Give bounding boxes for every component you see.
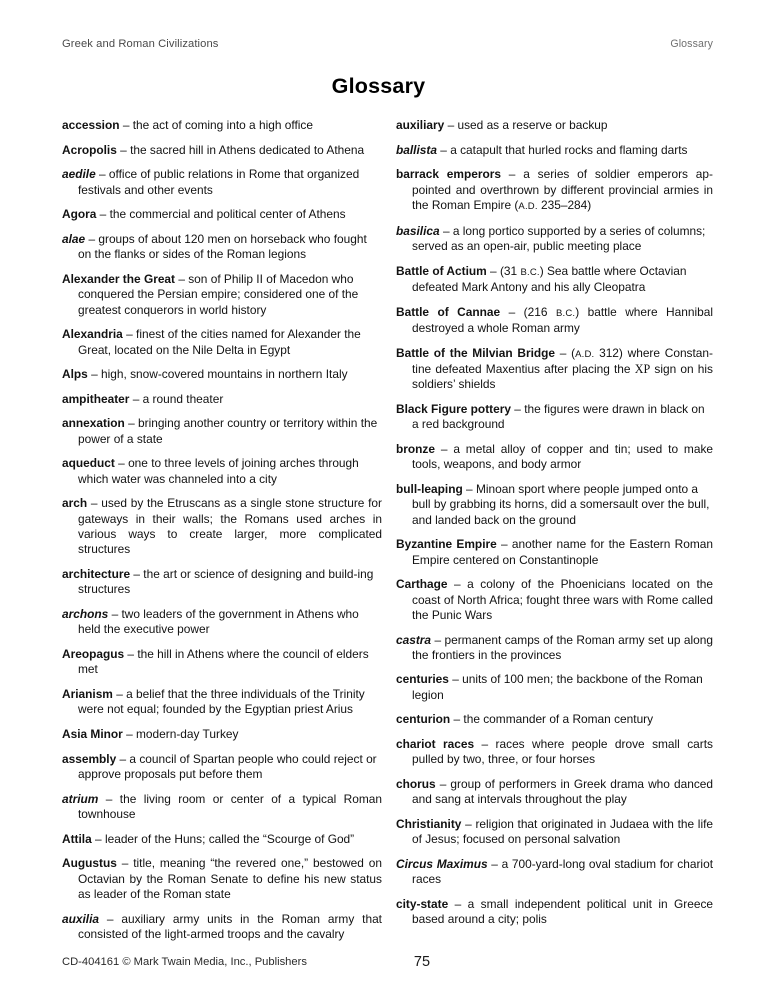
glossary-term: auxiliary	[396, 118, 448, 132]
glossary-term: Areopagus	[62, 647, 128, 662]
glossary-entry	[62, 607, 382, 638]
footer-page-number: 75	[413, 954, 431, 970]
glossary-definition: – units of 100 men; the backbone of the Roman legion	[412, 672, 703, 702]
glossary-entry	[396, 305, 713, 337]
glossary-definition: – permanent camps of the Roman army set up along the frontiers in the provinces	[412, 632, 713, 662]
chi-rho-symbol: XP	[634, 361, 651, 376]
glossary-entry	[396, 167, 713, 214]
glossary-term: architecture	[62, 567, 134, 582]
glossary-definition: – a metal alloy of copper and tin; used to make tools, weapons, and body armor	[412, 441, 713, 472]
glossary-term: Augustus	[62, 856, 122, 871]
glossary-term: archons	[62, 607, 112, 622]
glossary-term: assembly	[62, 751, 120, 766]
glossary-definition: – the art or science of designing and build-ing structures	[78, 567, 374, 597]
glossary-term: ampitheater	[62, 391, 133, 406]
glossary-definition: – one to three levels of joining arches through which water was channeled into a city	[78, 456, 359, 486]
glossary-definition: – a small independent political unit in Greece based around a city; polis	[412, 897, 713, 927]
glossary-entry	[62, 232, 382, 263]
glossary-term: Alexander the Great	[62, 271, 179, 286]
glossary-term: Battle of the Milvian Bridge	[396, 345, 560, 360]
glossary-definition: – the figures were drawn in black on a red background	[412, 401, 705, 432]
glossary-entry	[62, 167, 382, 198]
glossary-entry	[396, 777, 713, 808]
glossary-term: aqueduct	[62, 456, 119, 471]
era-abbreviation: A.D.	[575, 348, 595, 360]
glossary-definition: – two leaders of the government in Athens who held the executive power	[78, 607, 359, 637]
glossary-entry	[62, 367, 382, 382]
era-abbreviation: B.C.	[555, 307, 576, 319]
glossary-term: Agora	[62, 207, 100, 222]
glossary-entry	[396, 817, 713, 848]
glossary-entry	[62, 118, 382, 133]
glossary-entry	[396, 442, 713, 473]
page-title: Glossary	[331, 74, 426, 98]
glossary-entry	[396, 264, 713, 296]
glossary-term: Acropolis	[62, 142, 121, 157]
glossary-entry	[62, 752, 382, 783]
glossary-entry	[62, 832, 382, 847]
glossary-definition: – a long portico supported by a series of columns; served as an open-air, public meeting place	[412, 223, 706, 253]
glossary-definition: – the commander of a Roman century	[453, 712, 654, 727]
glossary-entry	[396, 712, 713, 727]
running-head	[62, 38, 713, 52]
glossary-entry	[62, 207, 382, 222]
glossary-term: Carthage	[396, 577, 455, 592]
glossary-entry	[396, 857, 713, 888]
glossary-term: aedile	[62, 167, 100, 182]
glossary-term: annexation	[62, 416, 129, 431]
glossary-term: Alps	[62, 367, 92, 382]
glossary-entry	[62, 727, 382, 742]
glossary-term: ballista	[396, 142, 441, 157]
glossary-column-left	[62, 118, 382, 952]
glossary-definition: – auxiliary army units in the Roman army that consisted of the light-armed troops and the cavalry	[78, 911, 382, 941]
glossary-definition: – bringing another country or territory within the power of a state	[78, 416, 378, 446]
glossary-definition: – used as a reserve or backup	[447, 118, 608, 132]
running-head-book-title: Greek and Roman Civilizations	[62, 38, 219, 50]
footer-credit: CD-404161 © Mark Twain Media, Inc., Publishers	[62, 956, 307, 968]
glossary-term: bronze	[396, 441, 441, 456]
glossary-entry	[396, 224, 713, 255]
glossary-term: centuries	[396, 672, 453, 687]
glossary-definition: – religion that originated in Judaea with the life of Jesus; focused on personal salvation	[412, 817, 714, 847]
glossary-entry	[396, 897, 713, 928]
glossary-entry	[62, 567, 382, 598]
glossary-entry	[62, 143, 382, 158]
glossary-entry	[62, 392, 382, 407]
glossary-term: basilica	[396, 223, 443, 238]
glossary-term: centurion	[396, 712, 454, 727]
glossary-entry	[396, 346, 713, 393]
era-abbreviation: B.C.	[520, 266, 540, 278]
glossary-definition: – a catapult that hurled rocks and flaming darts	[440, 142, 688, 157]
glossary-term: chariot races	[396, 737, 482, 752]
glossary-definition: – (216 B.C.) battle where Hannibal destroyed a whole Roman army	[412, 304, 713, 335]
glossary-entry	[396, 672, 713, 703]
glossary-entry	[396, 143, 713, 158]
glossary-definition: – the living room or center of a typical Roman townhouse	[78, 791, 382, 822]
glossary-entry	[62, 272, 382, 318]
glossary-entry	[62, 912, 382, 943]
glossary-term: chorus	[396, 777, 440, 792]
glossary-term: atrium	[62, 791, 106, 806]
glossary-entry	[396, 577, 713, 623]
glossary-entry	[62, 496, 382, 557]
glossary-definition: – (A.D. 312) where Constan-tine defeated Maxentius after placing the XP sign on his soldiers’ shields	[412, 345, 713, 392]
glossary-term: barrack emperors	[396, 167, 509, 182]
glossary-definition: – office of public relations in Rome that organized festivals and other events	[78, 167, 360, 197]
running-head-section: Glossary	[670, 38, 713, 50]
glossary-definition: – the hill in Athens where the council of elders met	[78, 647, 369, 677]
glossary-definition: – the sacred hill in Athens dedicated to Athena	[120, 142, 365, 157]
era-abbreviation: A.D.	[518, 200, 538, 212]
glossary-definition: – another name for the Eastern Roman Empire centered on Constantinople	[412, 537, 713, 567]
glossary-definition: – a round theater	[132, 391, 224, 406]
glossary-term: Alexandria	[62, 327, 127, 342]
glossary-entry	[62, 856, 382, 902]
glossary-term: Circus Maximus	[396, 857, 492, 872]
glossary-definition: – leader of the Huns; called the “Scourge of God”	[95, 831, 355, 846]
glossary-definition: – the act of coming into a high office	[122, 118, 313, 132]
glossary-entry	[396, 633, 713, 664]
glossary-definition: – a belief that the three individuals of the Trinity were not equal; founded by the Egyptian priest Arius	[78, 687, 365, 717]
glossary-definition: – groups of about 120 men on horseback who fought on the flanks or sides of the Roman legions	[78, 231, 367, 262]
glossary-definition: – used by the Etruscans as a single stone structure for gateways in their walls; the Romans used arches in various ways to create larger, more complicated structures	[78, 496, 382, 557]
glossary-definition: – son of Philip II of Macedon who conquered the Persian empire; considered one of the greatest conquerors in world history	[78, 271, 359, 317]
glossary-term: city-state	[396, 897, 455, 912]
glossary-definition: – Minoan sport where people jumped onto a bull by grabbing its horns, did a somersault over the bull, and landed back on the ground	[412, 481, 710, 527]
glossary-entry	[396, 737, 713, 768]
glossary-term: Asia Minor	[62, 727, 127, 742]
glossary-term: arch	[62, 496, 91, 511]
glossary-definition: – a series of soldier emperors ap-pointed and overthrown by different provincial armies in the Roman Empire (A.D. 235–284)	[412, 167, 713, 212]
glossary-entry	[62, 456, 382, 487]
glossary-definition: – title, meaning “the revered one,” bestowed on Octavian by the Roman Senate to define his new status as leader of the Roman state	[78, 856, 382, 901]
glossary-entry	[62, 792, 382, 823]
glossary-definition: – finest of the cities named for Alexander the Great, located on the Nile Delta in Egypt	[78, 327, 361, 357]
glossary-term: Christianity	[396, 817, 466, 832]
glossary-term: Black Figure pottery	[396, 401, 515, 416]
glossary-entry	[396, 402, 713, 433]
glossary-term: bull-leaping	[396, 481, 467, 496]
glossary-definition: – group of performers in Greek drama who danced and sang at intervals throughout the play	[412, 777, 713, 807]
glossary-term: Battle of Actium	[396, 263, 491, 278]
glossary-definition: – races where people drove small carts pulled by two, three, or four horses	[412, 737, 713, 767]
glossary-definition: – a 700-yard-long oval stadium for chariot races	[412, 857, 713, 887]
glossary-term: Battle of Cannae	[396, 304, 509, 319]
glossary-definition: – a council of Spartan people who could reject or approve proposals put before them	[78, 751, 377, 782]
glossary-column-right	[396, 118, 713, 952]
glossary-term: Byzantine Empire	[396, 537, 501, 552]
glossary-term: castra	[396, 632, 435, 647]
glossary-entry	[62, 687, 382, 718]
glossary-entry	[62, 327, 382, 358]
glossary-entry	[62, 416, 382, 447]
glossary-definition: – the commercial and political center of Athens	[99, 207, 346, 222]
glossary-definition: – (31 B.C.) Sea battle where Octavian defeated Mark Antony and his ally Cleopatra	[412, 263, 687, 294]
glossary-definition: – a colony of the Phoenicians located on the coast of North Africa; fought three wars with Rome called the Punic Wars	[412, 577, 713, 622]
glossary-columns	[62, 118, 713, 952]
glossary-entry	[396, 482, 713, 528]
glossary-entry	[396, 118, 713, 133]
glossary-definition: – high, snow-covered mountains in northern Italy	[91, 367, 348, 382]
glossary-entry	[62, 647, 382, 678]
glossary-definition: – modern-day Turkey	[126, 727, 239, 742]
glossary-term: auxilia	[62, 911, 107, 926]
glossary-term: accession	[62, 118, 123, 132]
glossary-term: alae	[62, 231, 89, 246]
glossary-entry	[396, 537, 713, 568]
glossary-term: Attila	[62, 831, 96, 846]
page-footer	[62, 954, 713, 972]
glossary-term: Arianism	[62, 687, 117, 702]
